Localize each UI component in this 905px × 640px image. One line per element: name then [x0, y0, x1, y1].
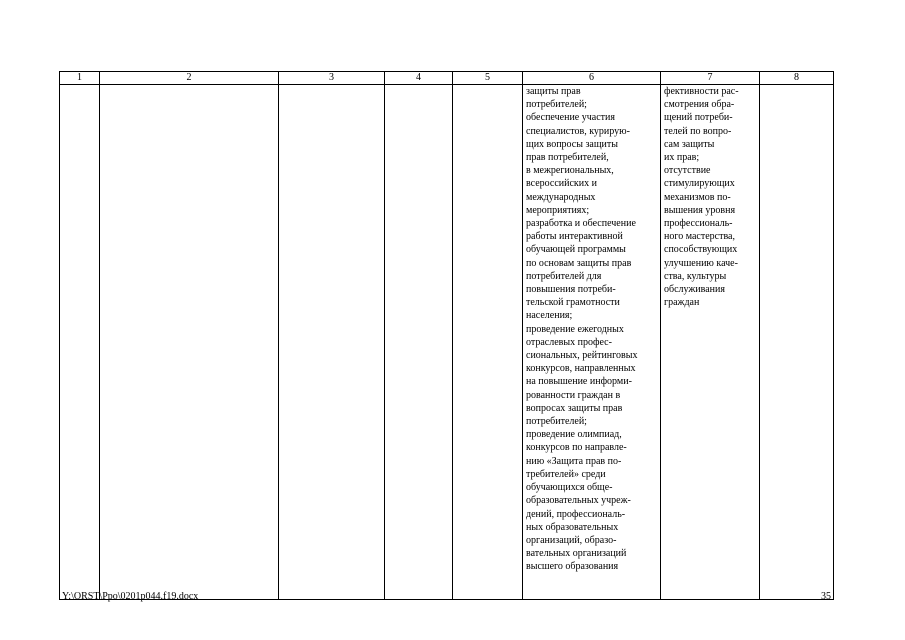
footer-page-number: 35: [821, 591, 831, 602]
column-header-3: 3: [279, 72, 385, 85]
cell-col1: [60, 85, 100, 600]
column-header-1: 1: [60, 72, 100, 85]
column-header-4: 4: [385, 72, 453, 85]
cell-col5: [453, 85, 523, 600]
cell-col4: [385, 85, 453, 600]
cell-col2: [100, 85, 279, 600]
table-row: [60, 85, 834, 600]
column-header-2: 2: [100, 72, 279, 85]
data-table: [59, 71, 834, 600]
cell-col3: [279, 85, 385, 600]
cell-col7-problems: фективности рас- смотрения обра- щений потреби- телей по вопро- сам защиты их прав; отсутствие стимулирующих механизмов по- вышения уровня профессиональ- ного мастерства, способствующих улучшению каче- ства, культуры обслуживания граждан: [661, 85, 760, 600]
column-header-6: 6: [523, 72, 661, 85]
column-header-8: 8: [760, 72, 834, 85]
cell-col6-measures: защиты прав потребителей; обеспечение участия специалистов, курирую- щих вопросы защиты прав потребителей, в межрегиональных, всероссийских и международных мероприятиях; разработка и обеспечение работы интерактивной обучающей программы по основам защиты прав потребителей для повышения потреби- тельской грамотности населения; проведение ежегодных отраслевых профес- сиональных, рейтинговых конкурсов, направленных на повышение информи- рованности граждан в вопросах защиты прав потребителей; проведение олимпиад, конкурсов по направле- нию «Защита прав по- требителей» среди обучающихся обще- образовательных учреж- дений, профессиональ- ных образовательных организаций, образо- вательных организаций высшего образования: [523, 85, 661, 600]
footer-file-path: Y:\ORST\Ppo\0201p044.f19.docx: [62, 591, 199, 602]
column-header-7: 7: [661, 72, 760, 85]
header-row: [60, 72, 834, 85]
column-header-5: 5: [453, 72, 523, 85]
cell-col8: [760, 85, 834, 600]
